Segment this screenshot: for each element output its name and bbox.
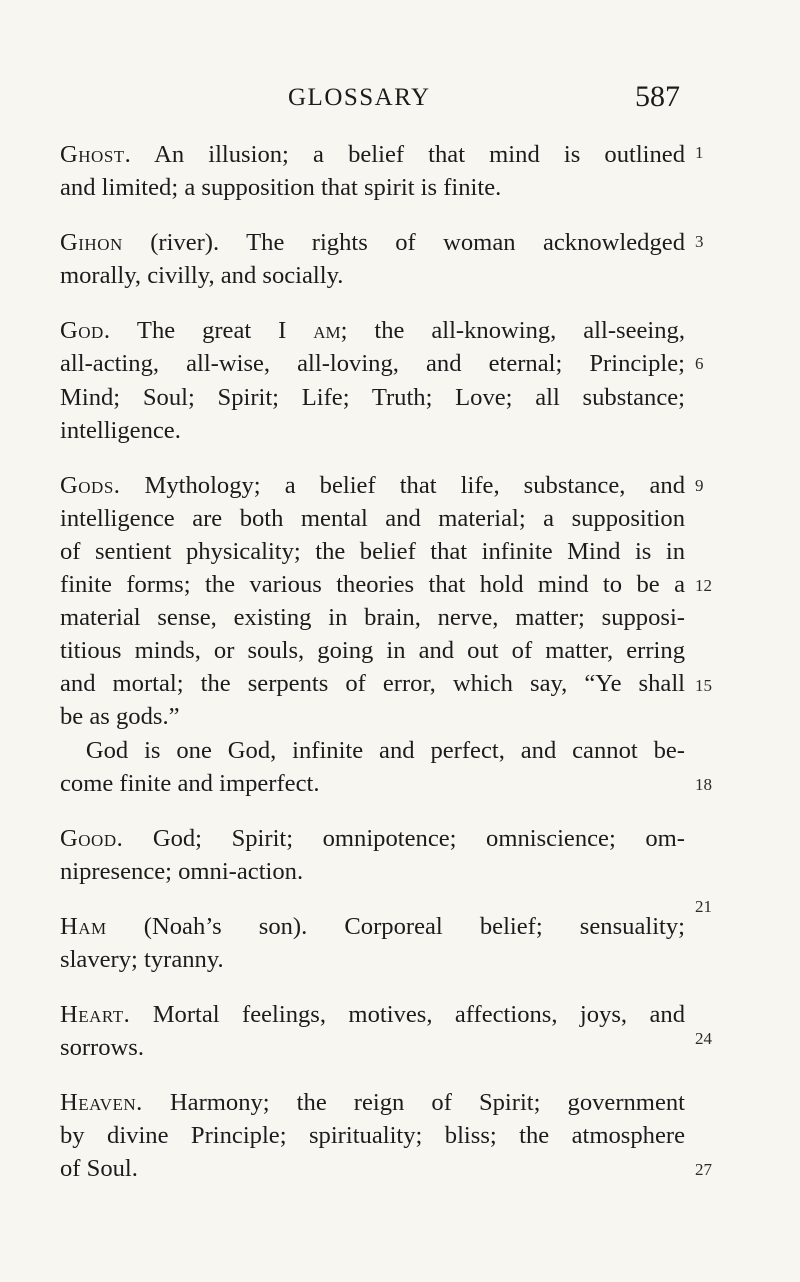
entry-term: Ghost. <box>60 141 132 168</box>
line-number: 24 <box>695 1029 712 1048</box>
entry-text: slavery; tyranny. <box>60 945 224 973</box>
entry-term: Gods. <box>60 471 121 499</box>
entry-text: finite forms; the various theories that hold mind to be a <box>60 571 685 599</box>
line-number: 1 <box>695 143 704 162</box>
entry-text: God; Spirit; omnipotence; omniscience; om- <box>123 824 685 852</box>
entry-term: Gihon <box>60 229 123 257</box>
entry-text: and limited; a supposition that spirit is finite. <box>60 174 502 202</box>
entry-text: titious minds, or souls, going in and out of matter, erring <box>60 637 685 665</box>
entry-text: be as gods.” <box>60 703 180 731</box>
entry-text: Mortal feelings, motives, affections, joys, and <box>130 1001 685 1029</box>
entry-text: An illusion; a belief that mind is outlined <box>131 141 685 168</box>
entry-text: intelligence are both mental and material; a supposition <box>60 504 685 532</box>
entry-text: (Noah’s son). Corporeal belief; sensuality; <box>106 912 685 940</box>
entry-text: sorrows. <box>60 1034 145 1062</box>
small-caps-word: am <box>313 317 341 345</box>
entry-continuation-text: God is one God, infinite and perfect, and cannot be- <box>85 736 685 764</box>
entry-text: Mind; Soul; Spirit; Life; Truth; Love; all substance; <box>60 383 685 411</box>
line-number: 18 <box>695 775 712 794</box>
entry-text: and mortal; the serpents of error, which say, “Ye shall <box>60 670 685 698</box>
entry-text: nipresence; omni-action. <box>60 857 304 885</box>
line-number: 21 <box>695 897 712 916</box>
entry-text: Harmony; the reign of Spirit; government <box>142 1089 685 1117</box>
entry-text: material sense, existing in brain, nerve, matter; supposi- <box>60 604 685 632</box>
entry-text: by divine Principle; spirituality; bliss; the atmosphere <box>60 1122 685 1150</box>
entry-text: (river). The rights of woman acknowledged <box>122 229 685 257</box>
entry-term: Good. <box>60 824 124 852</box>
line-number: 12 <box>695 576 712 595</box>
entry-continuation-text: come finite and imperfect. <box>60 769 320 797</box>
line-number: 15 <box>695 676 712 695</box>
entry-text: The great I <box>110 317 314 345</box>
line-number: 6 <box>695 354 704 373</box>
entry-text: of sentient physicality; the belief that infinite Mind is in <box>60 537 685 565</box>
entry-term: God. <box>60 317 111 345</box>
entry-text: of Soul. <box>60 1155 138 1183</box>
running-title: GLOSSARY <box>288 84 431 111</box>
entry-text: Mythology; a belief that life, substance, and <box>120 471 685 499</box>
entry-term: Heart. <box>60 1001 131 1029</box>
entry-text: intelligence. <box>60 416 181 444</box>
line-number: 3 <box>695 232 704 251</box>
entry-text: morally, civilly, and socially. <box>60 262 344 290</box>
entry-text: ; the all-knowing, all-seeing, <box>340 317 685 345</box>
entry-term: Ham <box>60 912 107 940</box>
entry-term: Heaven. <box>60 1089 143 1117</box>
page-number: 587 <box>635 80 680 113</box>
line-number: 27 <box>695 1160 712 1179</box>
line-number: 9 <box>695 476 704 495</box>
entry-text: all-acting, all-wise, all-loving, and eternal; Principle; <box>60 350 685 378</box>
